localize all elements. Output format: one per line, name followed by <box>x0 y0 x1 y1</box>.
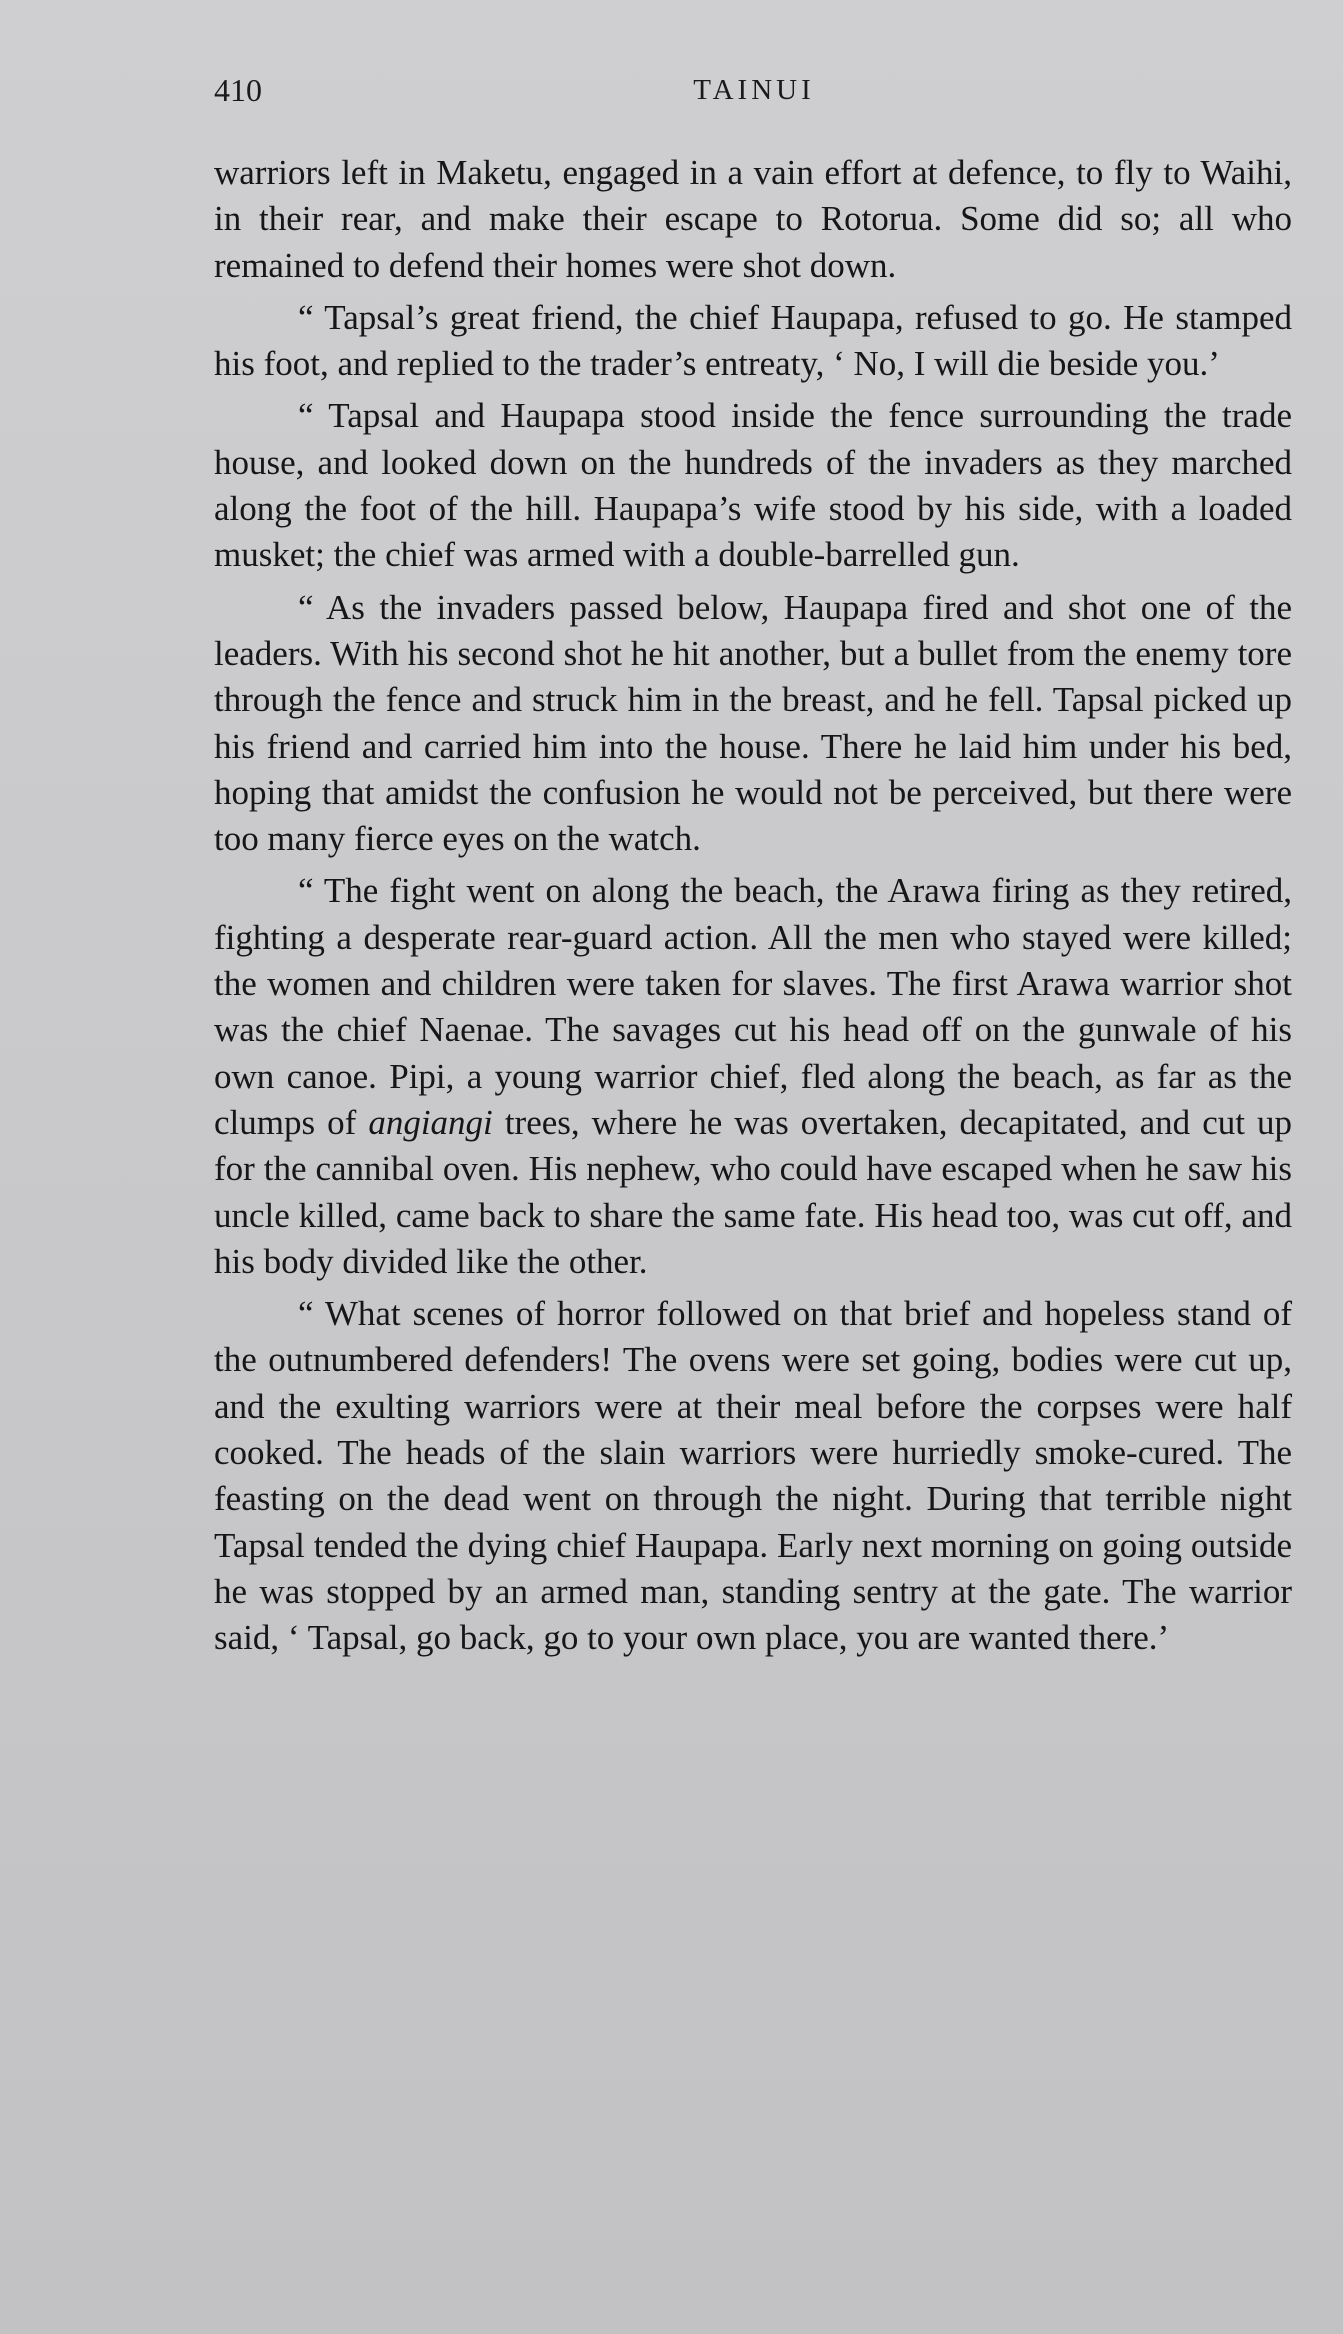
paragraph-6: “ What scenes of horror followed on that brief and hopeless stand of the outnumbered defenders! The ovens were set going, bodies were cut up, and the exulting warriors were at their meal before the corpses were half cooked. The heads of the slain warriors were hurriedly smoke-cured. The feasting on the dead went on through the night. During that terrible night Tapsal tended the dying chief Haupapa. Early next morning on going outside he was stopped by an armed man, standing sentry at the gate. The warrior said, ‘ Tapsal, go back, go to your own place, you are wanted there.’ <box>214 1294 1292 1658</box>
body-text <box>214 150 1292 1662</box>
page-header <box>214 72 1294 122</box>
paragraph-5 <box>214 868 1292 1285</box>
paragraph-2: “ Tapsal’s great friend, the chief Haupapa, refused to go. He stamped his foot, and replied to the trader’s entreaty, ‘ No, I will die beside you.’ <box>214 297 1292 384</box>
running-head: TAINUI <box>693 74 815 106</box>
paragraph-5-text-a: “ The fight went on along the beach, the Arawa firing as they retired, fighting a desperate rear-guard action. All the men who stayed were killed; the women and children were taken for slaves. The first Arawa warrior shot was the chief Naenae. The savages cut his head off on the gunwale of his own canoe. Pipi, a young warrior chief, fled along the beach, as far as the clumps of <box>214 871 1292 1142</box>
paragraph-5-text-b: trees, where he was overtaken, decapitated, and cut up for the cannibal oven. His nephew, who could have escaped when he saw his uncle killed, came back to share the same fate. His head too, was cut off, and his body divided like the other. <box>214 1102 1292 1281</box>
paragraph-5-italic-term: angiangi <box>368 1102 493 1142</box>
page-number: 410 <box>214 72 262 108</box>
paragraph-1: warriors left in Maketu, engaged in a vain effort at defence, to fly to Waihi, in their rear, and make their escape to Rotorua. Some did so; all who remained to defend their homes were shot down. <box>214 153 1292 285</box>
paragraph-4: “ As the invaders passed below, Haupapa fired and shot one of the leaders. With his second shot he hit another, but a bullet from the enemy tore through the fence and struck him in the breast, and he fell. Tapsal picked up his friend and carried him into the house. There he laid him under his bed, hoping that amidst the confusion he would not be perceived, but there were too many fierce eyes on the watch. <box>214 587 1292 859</box>
paragraph-3: “ Tapsal and Haupapa stood inside the fence surrounding the trade house, and looked down on the hundreds of the invaders as they marched along the foot of the hill. Haupapa’s wife stood by his side, with a loaded musket; the chief was armed with a double-barrelled gun. <box>214 396 1292 575</box>
